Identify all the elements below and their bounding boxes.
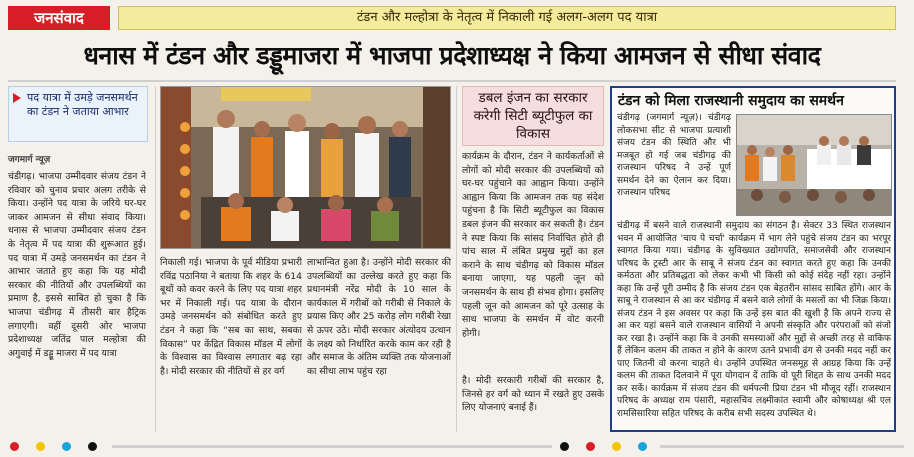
registration-dot [560, 442, 569, 451]
registration-dot [638, 442, 647, 451]
registration-dot [62, 442, 71, 451]
registration-dot [10, 442, 19, 451]
registration-dot [586, 442, 595, 451]
rally-photo-image [161, 87, 451, 249]
sidebar-title: टंडन को मिला राजस्थानी समुदाय का समर्थन [618, 93, 844, 109]
headline-divider [8, 80, 896, 82]
pull-quote-text: पद यात्रा में उमड़े जनसमर्थन का टंडन ने जताया आभार [27, 91, 138, 118]
article-column-1: चंडीगढ़। भाजपा उम्मीदवार संजय टंडन ने रविवार को चुनाव प्रचार अलग तरीके से किया। उन्होंने पद यात्रा के जरिये घर-घर जाकर आमजन से सीधा संवाद किया। धनास से भाजपा उम्मीदवार संजय टंडन के नेतृत्व में पद यात्रा की शुरूआत हुई। पद यात्रा में उमड़े जनसमर्थन का टंडन ने आभार जताते हुए कहा कि यह मोदी सरकार की नीतियों और उपलब्धियों का प्रमाण है, इससे साबित हो चुका है कि भाजपा चंडीगढ़ में तीसरी बार हैट्रिक लगाएगी। वहीं दूसरी ओर भाजपा प्रदेशाध्यक्ष जतिंद्र पाल मल्होत्रा की अगुवाई में डड्डू माजरा में पद यात्रा [8, 171, 146, 359]
sidebar-text-bottom: चंडीगढ़ में बसने वाले राजस्थानी समुदाय का संगठन है। सेक्टर 33 स्थित राजस्थान भवन में आयोजित 'चाय पे चर्चा' कार्यक्रम में भाग लेने पहुंचे संजय टंडन का भरपूर स्वागत किया गया। चंडीगढ़ के सुविख्यात उद्योगपति, समाजसेवी और राजस्थान परिषद के ट्रस्टी आर के साबू ने संजय टंडन का स्वागत करते हुए कहा कि उनकी कर्मठता और प्रतिबद्धता को लेकर कभी भी किसी को कोई संदेह नहीं रहा। उन्होंने कहा कि उन्हें पूरी उम्मीद है कि संजय टंडन एक बेहतरीन सांसद साबित होंगे। आर के साबू ने राजस्थान से आ कर चंडीगढ़ में बसने वाले लोगों के मसलों का भी जिक्र किया। संजय टंडन ने इस अवसर पर कहा कि उन्हें इस बात की खुशी है कि अपने राज्य से आ कर यहां बसने वाले राजस्थान वासियों ने अपनी संस्कृति और परंपराओं को संजो कर रखा है। उन्होंने कहा कि वे उनकी समस्याओं और मुद्दों से अच्छी तरह से वाकिफ हैं लेकिन कलम की ताकत न होने के कारण उतने प्रभावी ढंग से उनकी मदद नहीं कर पाए जितनी वो करना चाहते थे। उन्होंने उपस्थित जनसमूह से आग्रह किया कि उन्हें कलम की ताकत दिलवाने में पूरा योगदान दें ताकि वो पूरी शिद्दत के साथ उनकी मदद कर सकें। कार्यक्रम में संजय टंडन की धर्मपत्नी प्रिया टंडन भी मौजूद रहीं। राजस्थान परिषद के अध्यक्ष राम पंसारी, महासचिव लक्ष्मीकांत स्वामी और कोषाध्यक्ष श्री एल रामसिसारिया सहित परिषद के करीब सभी सदस्य उपस्थित थे। [617, 221, 891, 419]
article-column-4-end: है। मोदी सरकारी गरीबों की सरकार है, जिनसे हर वर्ग को ध्यान में रखते हुए उसके लिए योजनाएं बनाई हैं। [462, 375, 604, 414]
article-column-4: कार्यक्रम के दौरान, टंडन ने कार्यकर्ताओं से लोगों को मोदी सरकार की उपलब्धियों को घर-घर पहुंचाने का आह्वान किया। उन्होंने आह्वान किया कि आमजन तक यह संदेश पहुंचना है कि सिटी ब्यूटीफुल का विकास डबल इंजन की सरकार कर सकती है। टंडन ने स्पष्ट किया कि सांसद निर्वाचित होते ही पांच साल में लंबित प्रमुख मुद्दों का हल कराने के साथ चंडीगढ़ को विकास मॉडल बनाया जाएगा, यह पहली जून को जनसमर्थन के साथ ही संभव होगा। इसलिए पहली जून को आमजन को पूरे उत्साह के साथ भाजपा के समर्थन में वोट करनी होगी। [462, 151, 604, 339]
rally-photo [160, 86, 451, 249]
arrow-icon [13, 93, 21, 103]
meeting-photo [736, 114, 892, 216]
subheadline-box: डबल इंजन का सरकार करेगी सिटी ब्यूटीफुल का विकास [462, 86, 604, 146]
registration-dot [612, 442, 621, 451]
column-divider [456, 86, 457, 432]
registration-strip [0, 436, 914, 457]
registration-dot [88, 442, 97, 451]
main-headline: धनास में टंडन और डड्डूमाजरा में भाजपा प्रदेशाध्यक्ष ने किया आमजन से सीधा संवाद [83, 41, 821, 70]
pull-quote [8, 86, 148, 142]
dateline: जगमार्ग न्यूज़ [8, 155, 51, 165]
article-column-2: निकाली गई। भाजपा के पूर्व मीडिया प्रभारी रविंद्र पठानिया ने बताया कि शहर के 614 बूथों को कवर करने के लिए पद यात्रा शहर भर में निकाली गई। पद यात्रा के दौरान उमड़े जनसमर्थन को संबोधित करते हुए टंडन ने कहा कि “सब का साथ, सबका विकास” पर केंद्रित विकास मॉडल में लोगों के विश्वास का विश्वास लगातार बढ़ रहा है। मोदी सरकार की नीतियों से हर वर्ग [160, 257, 302, 377]
column-divider [155, 86, 156, 432]
registration-dot [36, 442, 45, 451]
kicker-line: टंडन और मल्होत्रा के नेतृत्व में निकाली गई अलग-अलग पद यात्रा [118, 6, 896, 30]
footer-rule [112, 445, 552, 448]
sidebar-text-top: चंडीगढ़ (जगमार्ग न्यूज़)। चंडीगढ़ लोकसभा सीट से भाजपा प्रत्याशी संजय टंडन की स्थिति और भी मजबूत हो गई जब चंडीगढ़ की राजस्थान परिषद ने उन्हें पूर्ण समर्थन देने का ऐलान कर दिया। राजस्थान परिषद [617, 113, 731, 198]
article-column-3: लाभान्वित हुआ है। उन्होंने मोदी सरकार की उपलब्धियों का उल्लेख करते हुए कहा कि प्रधानमंत्री नरेंद्र मोदी के 10 साल के कार्यकाल में गरीबों को गरीबी से निकाले के प्रयास किए और 25 करोड़ लोग गरीबी रेखा से ऊपर उठे। मोदी सरकार अंत्योदय उत्थान के लक्ष्य को निर्धारित करके काम कर रही है और समाज के अंतिम व्यक्ति तक योजनाओं का सीधा लाभ पहुंच रहा [307, 257, 451, 377]
footer-rule [660, 445, 904, 448]
meeting-photo-image [737, 115, 892, 216]
masthead-label: जनसंवाद [8, 6, 110, 30]
sidebar-story [610, 86, 896, 432]
